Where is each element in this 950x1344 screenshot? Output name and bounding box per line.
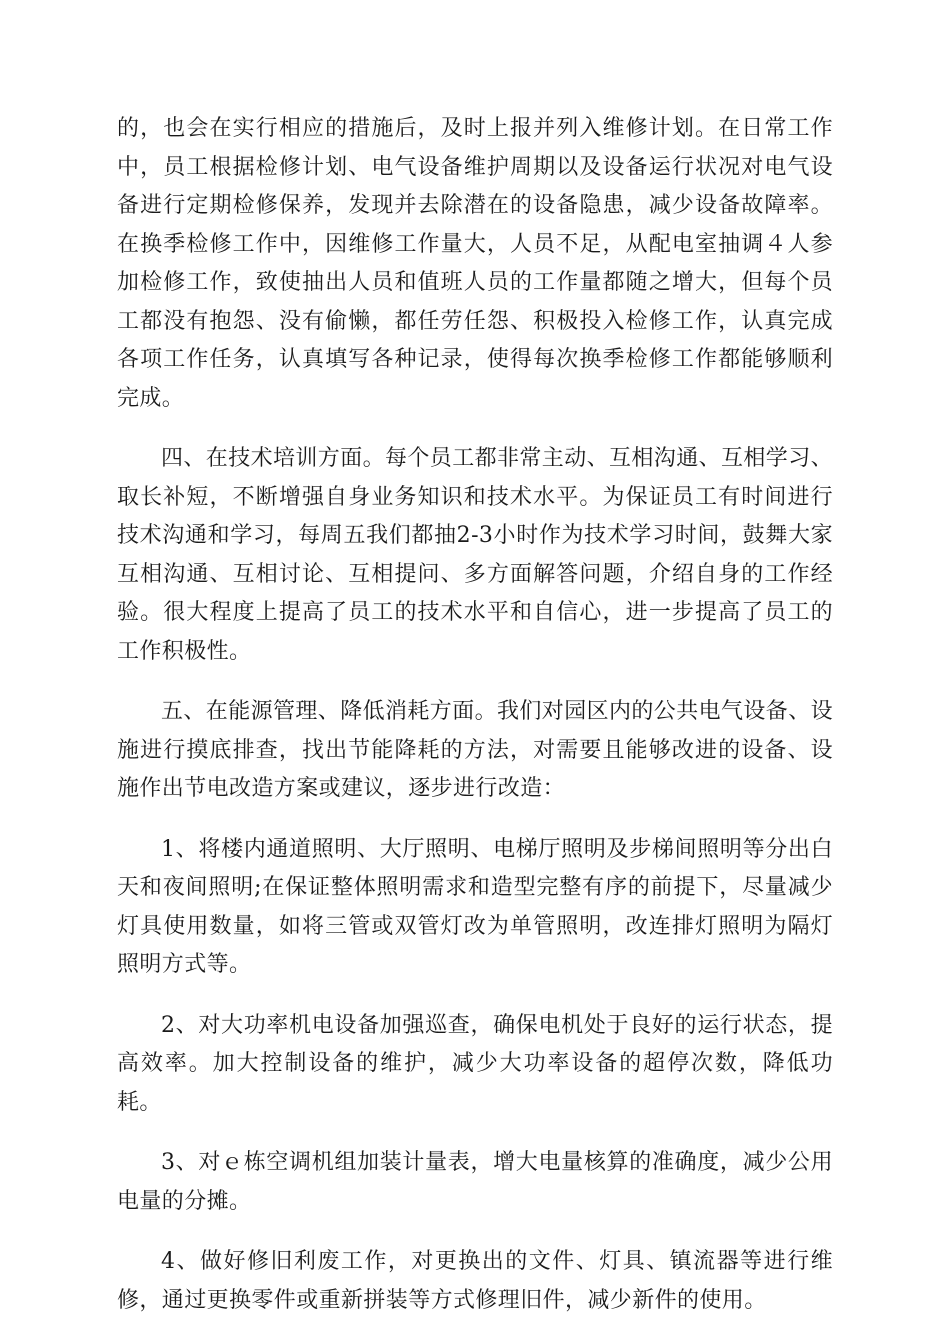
paragraph-technical-training: 四、在技术培训方面。每个员工都非常主动、互相沟通、互相学习、取长补短，不断增强自身业务知识和技术水平。为保证员工有时间进行技术沟通和学习，每周五我们都抽2-3小时作为技术学习时间，鼓舞大家互相沟通、互相讨论、互相提问、多方面解答问题，介绍自身的工作经验。很大程度上提高了员工的技术水平和自信心，进一步提高了员工的工作积极性。 (117, 446, 834, 664)
list-item-lighting: 1、将楼内通道照明、大厅照明、电梯厅照明及步梯间照明等分出白天和夜间照明;在保证整体照明需求和造型完整有序的前提下，尽量减少灯具使用数量，如将三管或双管灯改为单管照明，改连排灯照明为隔灯照明方式等。 (117, 836, 833, 977)
list-item-metering: 3、对ｅ栋空调机组加装计量表，增大电量核算的准确度，减少公用电量的分摊。 (117, 1150, 833, 1214)
document-body (117, 110, 833, 1342)
list-item-repair-reuse: 4、做好修旧利废工作，对更换出的文件、灯具、镇流器等进行维修，通过更换零件或重新拼装等方式修理旧件，减少新件的使用。 (117, 1249, 833, 1313)
paragraph-maintenance-continued: 的，也会在实行相应的措施后，及时上报并列入维修计划。在日常工作中，员工根据检修计划、电气设备维护周期以及设备运行状况对电气设备进行定期检修保养，发现并去除潜在的设备隐患，减少设备故障率。在换季检修工作中，因维修工作量大，人员不足，从配电室抽调４人参加检修工作，致使抽出人员和值班人员的工作量都随之增大，但每个员工都没有抱怨、没有偷懒，都任劳任怨、积极投入检修工作，认真完成各项工作任务，认真填写各种记录，使得每次换季检修工作都能够顺利完成。 (117, 116, 833, 411)
paragraph-energy-management: 五、在能源管理、降低消耗方面。我们对园区内的公共电气设备、设施进行摸底排查，找出节能降耗的方法，对需要且能够改进的设备、设施作出节电改造方案或建议，逐步进行改造： (117, 699, 834, 801)
list-item-motor-equipment: 2、对大功率机电设备加强巡查，确保电机处于良好的运行状态，提高效率。加大控制设备的维护，减少大功率设备的超停次数，降低功耗。 (117, 1012, 833, 1115)
